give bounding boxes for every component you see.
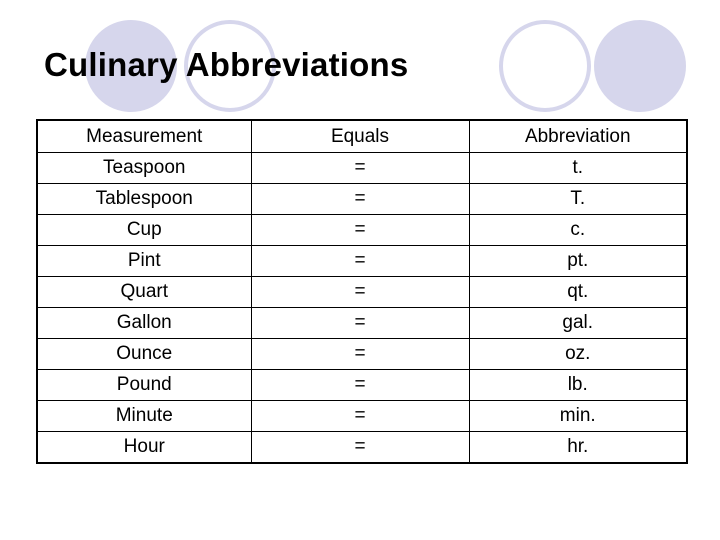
measurement-cell: Pound (37, 370, 251, 401)
measurement-cell: Teaspoon (37, 153, 251, 184)
equals-cell: = (251, 339, 469, 370)
measurement-cell: Ounce (37, 339, 251, 370)
table-row (37, 184, 687, 215)
equals-cell: = (251, 184, 469, 215)
table-header-row (37, 120, 687, 153)
equals-cell: = (251, 153, 469, 184)
measurement-cell: Hour (37, 432, 251, 464)
column-header-equals: Equals (251, 120, 469, 153)
measurement-cell: Tablespoon (37, 184, 251, 215)
equals-cell: = (251, 370, 469, 401)
equals-cell: = (251, 401, 469, 432)
table-row (37, 339, 687, 370)
slide-title: Culinary Abbreviations (44, 46, 409, 83)
measurement-cell: Gallon (37, 308, 251, 339)
measurement-cell: Quart (37, 277, 251, 308)
table-row (37, 308, 687, 339)
table-row (37, 153, 687, 184)
abbreviation-cell: t. (469, 153, 687, 184)
equals-cell: = (251, 432, 469, 464)
table-row (37, 401, 687, 432)
equals-cell: = (251, 308, 469, 339)
equals-cell: = (251, 277, 469, 308)
equals-cell: = (251, 215, 469, 246)
column-header-abbreviation: Abbreviation (469, 120, 687, 153)
table-row (37, 370, 687, 401)
measurement-cell: Pint (37, 246, 251, 277)
equals-cell: = (251, 246, 469, 277)
abbreviation-cell: lb. (469, 370, 687, 401)
abbreviation-cell: pt. (469, 246, 687, 277)
abbreviation-cell: hr. (469, 432, 687, 464)
table-row (37, 246, 687, 277)
decorative-circle-filled (594, 20, 686, 112)
table-row (37, 215, 687, 246)
abbreviation-cell: qt. (469, 277, 687, 308)
measurement-cell: Minute (37, 401, 251, 432)
table-row (37, 432, 687, 464)
table-row (37, 277, 687, 308)
abbreviation-cell: min. (469, 401, 687, 432)
abbreviation-cell: c. (469, 215, 687, 246)
abbreviation-cell: T. (469, 184, 687, 215)
abbreviation-cell: oz. (469, 339, 687, 370)
column-header-measurement: Measurement (37, 120, 251, 153)
decorative-circle-ring (499, 20, 591, 112)
abbreviation-cell: gal. (469, 308, 687, 339)
abbreviations-table (36, 119, 688, 464)
measurement-cell: Cup (37, 215, 251, 246)
